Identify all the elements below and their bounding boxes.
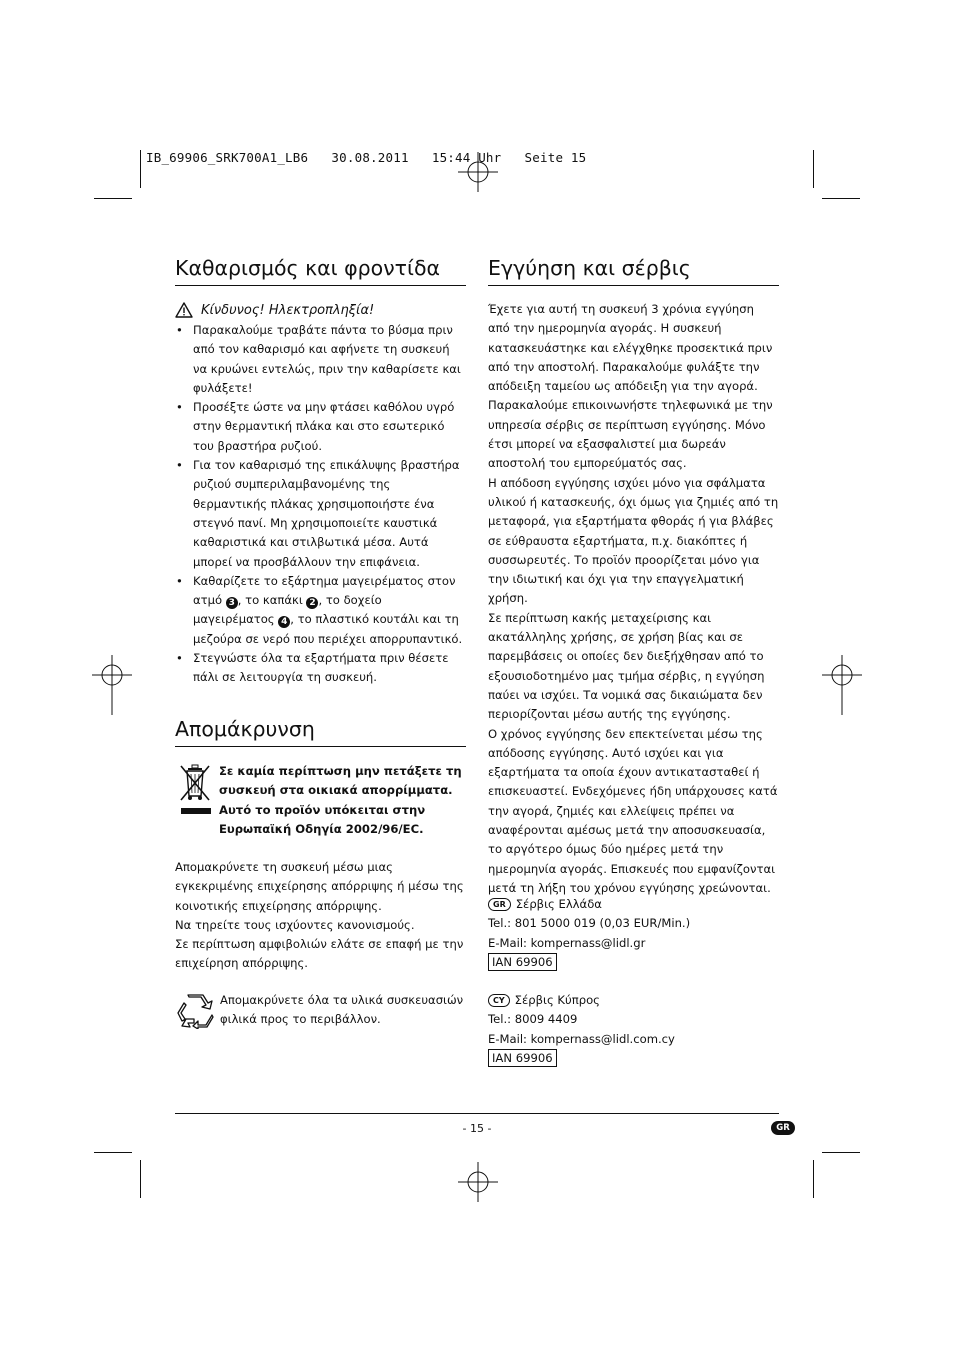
paragraph: Να τηρείτε τους ισχύοντες κανονισμούς. [175,917,415,932]
paragraph: Σε περίπτωση αμφιβολιών ελάτε σε επαφή με την επιχείρηση απόρριψης. [175,937,464,971]
bullet4-text3: , το δοχείο μαγειρέματος [193,593,382,627]
list-item: • Στεγνώστε όλα τα εξαρτήματα πριν θέσετε πάλι σε λειτουργία τη συσκευή. [175,649,467,688]
warranty-title: Εγγύηση και σέρβις [488,256,691,280]
service-greece-title-line [488,895,779,914]
service-tel: Tel.: 801 5000 019 (0,03 EUR/Min.) [488,916,691,931]
bullet4-text2: , το καπάκι [237,593,303,608]
service-cyprus [488,991,779,1068]
list-item: • Για τον καθαρισμό της επικάλυψης βραστήρα ρυζιού συμπεριλαμβανομένης της θερμαντικής πλάκας χρησιμοποιήστε ένα στεγνό πανί. Μη χρησιμοποιείτε καυστικά καθαριστικά και στιλβωτικά μέσα. Αυτά μπορεί να προσβάλλουν την επιφάνεια. [175,456,467,572]
paragraph: Σε περίπτωση κακής μεταχείρισης και ακατάλληλης χρήσης, σε χρήση βίας και σε παρεμβάσεις οι οποίες δεν διεξήχθησαν από το εξουσιοδοτημένο μας τμήμα σέρβις, η εγγύηση παύει να ισχύει. Τα νομικά σας δικαιώματα δεν περιορίζονται μέσω αυτής της εγγύησης. [488,610,765,722]
registration-mark-top [458,152,498,192]
service-greece [488,895,779,972]
registration-mark-bottom [458,1162,498,1202]
warranty-paragraphs [488,300,779,898]
bullet4-text4: , το πλαστικό κουτάλι και τη μεζούρα σε νερό που περιέχει απορρυπαντικό. [193,612,463,646]
ian-line [488,1049,779,1068]
service-email: E-Mail: kompernass@lidl.gr [488,935,646,950]
part-number-badge: 3 [226,597,238,609]
paragraph: Ο χρόνος εγγύησης δεν επεκτείνεται μέσω της απόδοσης εγγύησης. Αυτό ισχύει και για εξαρτήματα τα οποία έχουν αντικατασταθεί ή επισκευαστεί. Ενδεχόμενες ήδη υπάρχουσες κατά την αγορά, ζημιές και ελλείψεις πρέπει να αναφέρονται αμέσως μετά την αποσυσκευασία, το αργότερο όμως δύο ημέρες μετά την ημερομηνία αγοράς. Επισκευές που εμφανίζονται μετά τη λήξη του χρόνου εγγύησης χρεώνονται. [488,726,778,895]
crossed-bin-icon [178,762,214,816]
cleaning-list [175,321,467,688]
recycle-icon [176,993,214,1029]
service-title: Σέρβις Ελλάδα [515,897,602,911]
page-number: - 15 - [462,1122,492,1135]
warning-text: Κίνδυνος! Ηλεκτροπληξία! [201,302,375,318]
country-badge-gr: GR [488,898,511,911]
cleaning-title: Καθαρισμός και φροντίδα [175,256,440,280]
paragraph: Έχετε για αυτή τη συσκευή 3 χρόνια εγγύηση από την ημερομηνία αγοράς. Η συσκευή κατασκευάστηκε και ελέγχθηκε προσεκτικά πριν από την αποστολή. Παρακαλούμε φυλάξτε την απόδειξη ταμείου ως απόδειξη για την αγορά. Παρακαλούμε επικοινωνήστε τηλεφωνικά με την υπηρεσία σέρβις σε περίπτωση εγγύησης. Μόνο έτσι μπορεί να εξασφαλιστεί μια δωρεάν αποστολή του εμπορεύματός σας. [488,302,773,471]
cleaning-title-rule [175,285,466,286]
service-tel: Tel.: 8009 4409 [488,1012,578,1027]
warning-triangle-icon [175,302,193,318]
list-item [175,572,467,649]
footer-lang-badge: GR [771,1121,795,1135]
ian-number: IAN 69906 [488,1049,557,1067]
print-header: IB_69906_SRK700A1_LB6 30.08.2011 15:44 Uhr Seite 15 [146,150,587,165]
paragraph: Απομακρύνετε τη συσκευή μέσω μιας εγκεκριμένης επιχείρησης απόρριψης ή μέσω της κοινοτικής επιχείρησης απόρριψης. [175,860,464,913]
service-cyprus-title-line [488,991,779,1010]
part-number-badge: 2 [306,597,318,609]
service-email: E-Mail: kompernass@lidl.com.cy [488,1031,675,1046]
ian-line [488,953,779,972]
ian-number: IAN 69906 [488,953,557,971]
part-number-badge: 4 [278,616,290,628]
list-item: • Προσέξτε ώστε να μην φτάσει καθόλου υγρό στην θερμαντική πλάκα και στο εσωτερικό του βραστήρα ρυζιού. [175,398,467,456]
registration-mark-right [822,655,862,715]
footer-rule [175,1113,779,1114]
service-title: Σέρβις Κύπρος [514,993,600,1007]
recycle-note: Απομακρύνετε όλα τα υλικά συσκευασιών φιλικά προς το περιβάλλον. [220,993,464,1027]
paragraph: Η απόδοση εγγύησης ισχύει μόνο για σφάλματα υλικού ή κατασκευής, όχι όμως για ζημιές από τη μεταφορά, για εξαρτήματα φθοράς ή για βλάβες σε εύθραυστα εξαρτήματα, π.χ. διακόπτες ή συσσωρευτές. Το προϊόν προορίζεται μόνο για την ιδιωτική και όχι για την επαγγελματική χρήση. [488,475,779,606]
warranty-title-rule [488,285,779,286]
country-badge-cy: CY [488,994,510,1007]
disposal-bold-notice: Σε καμία περίπτωση μην πετάξετε τη συσκευή στα οικιακά απορρίμματα. Αυτό το προϊόν υπόκειται στην Ευρωπαϊκή Οδηγία 2002/96/EC. [219,764,462,836]
disposal-title: Απομάκρυνση [175,717,315,741]
bullet4-text1: Καθαρίζετε το εξάρτημα μαγειρέματος στον ατμό [193,573,456,608]
registration-mark-left [92,655,132,715]
disposal-title-rule [175,746,466,747]
disposal-paragraphs [175,858,467,974]
electric-warning [175,302,374,318]
list-item: • Παρακαλούμε τραβάτε πάντα το βύσμα πριν από τον καθαρισμό και αφήνετε τη συσκευή να κρυώνει εντελώς, πριν την καθαρίσετε και φυλάξετε! [175,321,467,398]
